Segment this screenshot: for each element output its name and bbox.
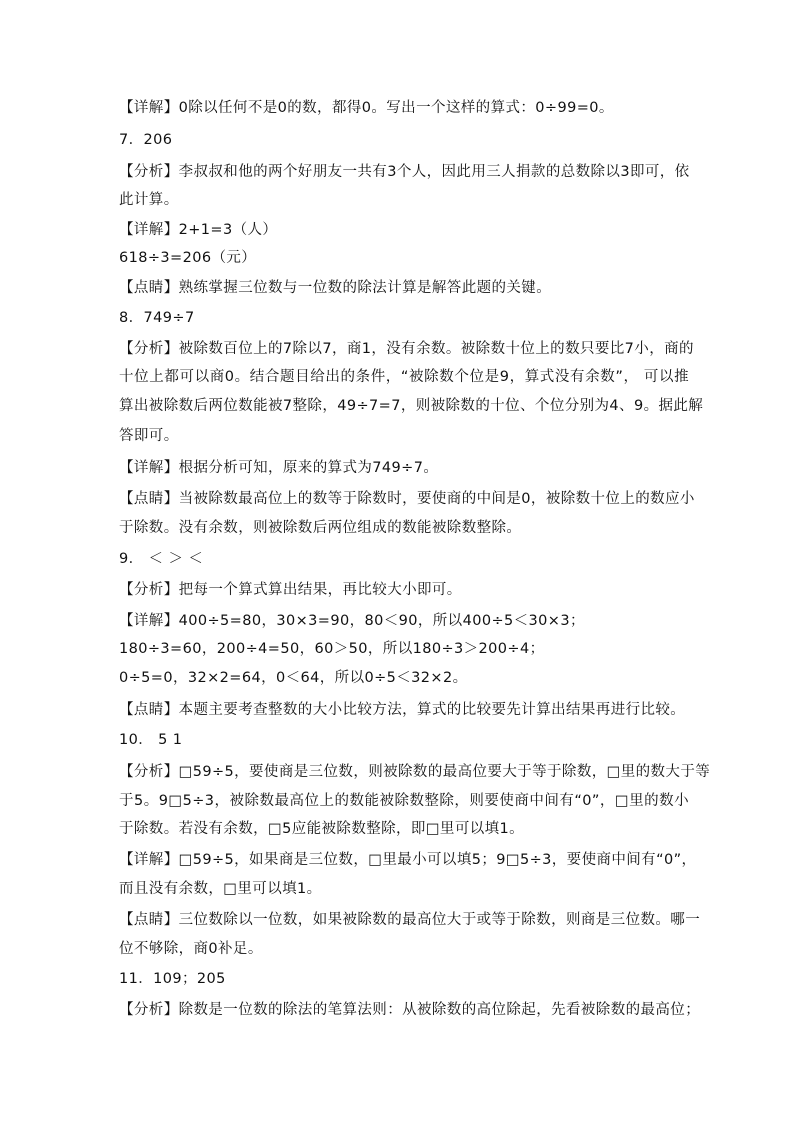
text-line: 于5。9□5÷3，被除数最高位上的数能被除数整除，则要使商中间有“0”，□里的数小 (119, 793, 689, 809)
text-line: 【详解】根据分析可知，原来的算式为749÷7。 (119, 460, 439, 476)
text-line: 【分析】把每一个算式算出结果，再比较大小即可。 (119, 582, 462, 598)
text-line: 此计算。 (119, 192, 179, 208)
text-line: 180÷3=60，200÷4=50，60＞50，所以180÷3＞200÷4； (119, 641, 545, 657)
text-line: 算出被除数后两位数能被7整除，49÷7=7，则被除数的十位、个位分别为4、9。据此解 (119, 398, 704, 414)
text-line: 于除数。若没有余数，□5应能被除数整除，即□里可以填1。 (119, 821, 525, 837)
text-line: 【点睛】三位数除以一位数，如果被除数的最高位大于或等于除数，则商是三位数。哪一 (119, 912, 701, 928)
text-line: 【详解】0除以任何不是0的数，都得0。写出一个这样的算式：0÷99=0。 (119, 100, 614, 116)
text-line: 7．206 (119, 132, 173, 148)
text-line: 9． ＜ ＞ ＜ (119, 551, 204, 567)
text-line: 答即可。 (119, 428, 179, 444)
text-line: 【分析】被除数百位上的7除以7，商1，没有余数。被除数十位上的数只要比7小，商的 (119, 341, 694, 357)
text-line: 11．109；205 (119, 971, 226, 987)
text-line: 618÷3=206（元） (119, 250, 257, 266)
text-line: 位不够除，商0补足。 (119, 941, 263, 957)
text-line: 【分析】除数是一位数的除法的笔算法则：从被除数的高位除起，先看被除数的最高位； (119, 1002, 701, 1018)
text-line: 【点睛】本题主要考查整数的大小比较方法，算式的比较要先计算出结果再进行比较。 (119, 702, 686, 718)
text-line: 【详解】400÷5=80，30×3=90，80＜90，所以400÷5＜30×3； (119, 613, 585, 629)
text-line: 【点睛】当被除数最高位上的数等于除数时，要使商的中间是0，被除数十位上的数应小 (119, 491, 695, 507)
text-line: 【详解】□59÷5，如果商是三位数，□里最小可以填5；9□5÷3，要使商中间有“0”， (119, 852, 697, 868)
text-line: 【点睛】熟练掌握三位数与一位数的除法计算是解答此题的关键。 (119, 280, 552, 296)
text-line: 【分析】李叔叔和他的两个好朋友一共有3个人，因此用三人捐款的总数除以3即可，依 (119, 164, 690, 180)
text-line: 【详解】2+1=3（人） (119, 222, 278, 238)
text-line: 8．749÷7 (119, 310, 195, 326)
text-line: 10． 5 1 (119, 732, 183, 748)
text-line: 于除数。没有余数，则被除数后两位组成的数能被除数整除。 (119, 520, 522, 536)
text-line: 【分析】□59÷5，要使商是三位数，则被除数的最高位要大于等于除数，□里的数大于等 (119, 764, 711, 780)
text-line: 0÷5=0，32×2=64，0＜64，所以0÷5＜32×2。 (119, 670, 468, 686)
text-line: 而且没有余数，□里可以填1。 (119, 881, 322, 897)
text-line: 十位上都可以商0。结合题目给出的条件，“被除数个位是9，算式没有余数”， 可以推 (119, 369, 689, 385)
